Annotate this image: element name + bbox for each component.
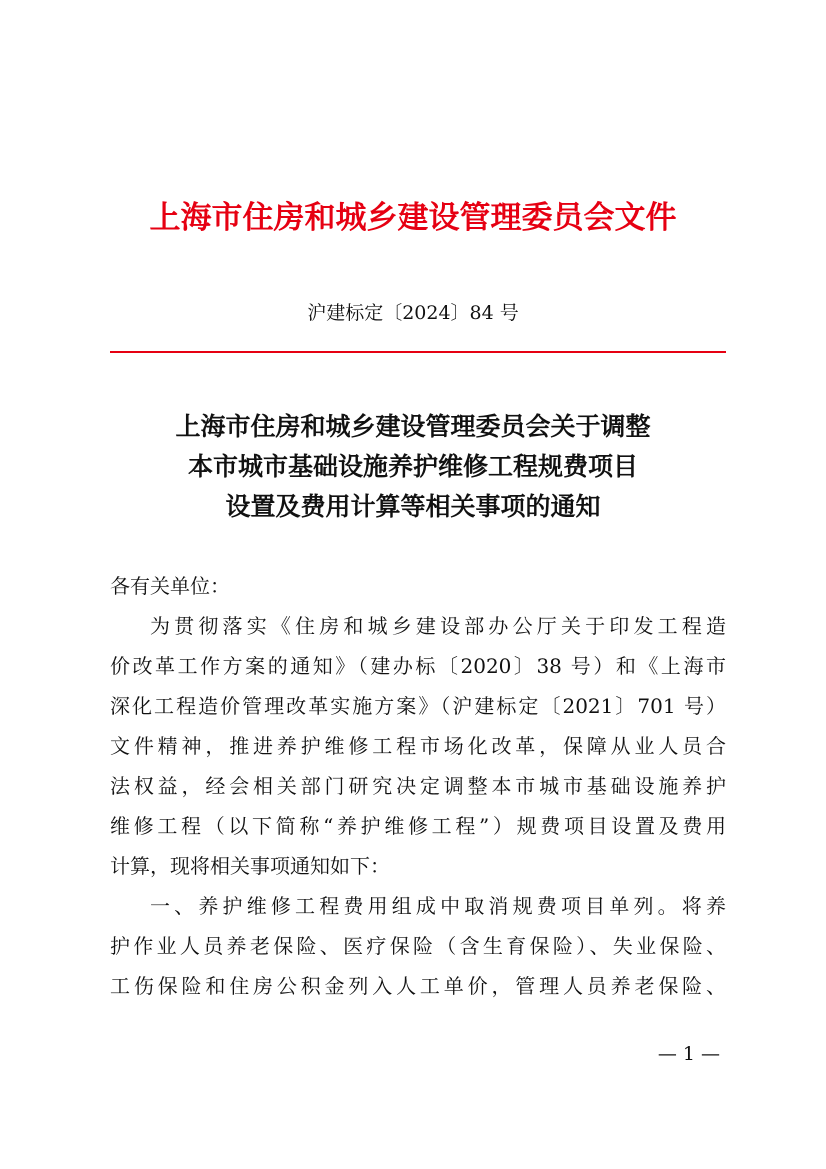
body-line: 计算，现将相关事项通知如下： [110,854,390,878]
body-line: 维修工程（以下简称“养护维修工程”）规费项目设置及费用 [110,814,726,838]
body-line: 法权益，经会相关部门研究决定调整本市城市基础设施养护 [110,774,726,798]
body-line: 为贯彻落实《住房和城乡建设部办公厅关于印发工程造 [150,614,726,638]
body-line: 深化工程造价管理改革实施方案》（沪建标定〔2021〕701 号） [110,694,726,718]
document-body [110,566,726,1006]
document-subject [0,407,826,527]
body-line: 护作业人员养老保险、医疗保险（含生育保险）、失业保险、 [110,934,726,958]
subject-line: 上海市住房和城乡建设管理委员会关于调整 [175,412,651,441]
red-divider-line [110,351,726,353]
body-line: 一、养护维修工程费用组成中取消规费项目单列。将养 [150,894,726,918]
subject-line: 本市城市基础设施养护维修工程规费项目 [187,452,638,481]
body-line: 文件精神，推进养护维修工程市场化改革，保障从业人员合 [110,734,726,758]
body-line: 价改革工作方案的通知》（建办标〔2020〕38 号）和《上海市 [110,654,726,678]
page-number: — 1 — [657,1043,720,1065]
salutation: 各有关单位： [110,574,230,598]
subject-line: 设置及费用计算等相关事项的通知 [225,492,601,521]
body-line: 工伤保险和住房公积金列入人工单价，管理人员养老保险、 [110,974,726,998]
issuer-title: 上海市住房和城乡建设管理委员会文件 [149,200,677,236]
document-number: 沪建标定〔2024〕84 号 [307,302,519,324]
